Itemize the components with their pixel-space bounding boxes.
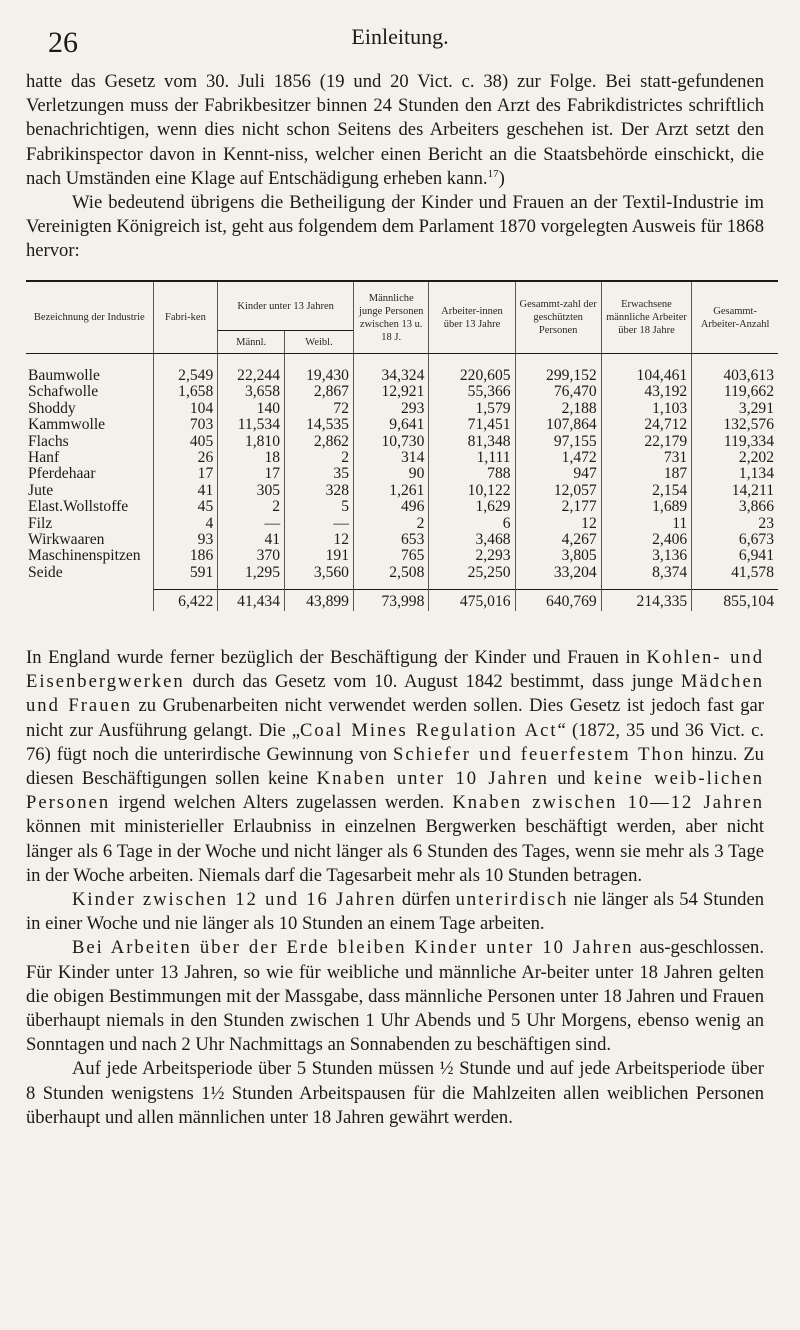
paragraph-text: hatte das Gesetz vom 30. Juli 1856 (19 und 20 Vict. c. 38) zur Folge. Bei statt-gefundenen Verletzungen muss der Fabrikbesitzer binnen 24 Stunden den Arzt des Fabrikdistrictes schriftlich benachrichtigen, wenn dies nicht schon Seitens des Arbeiters geschehen ist. Der Arzt setzt den Fabrikinspector davon in Kennt-niss, welcher einen Bericht an die Staatsbehörde einschickt, die nach Umständen eine Klage auf Entschädigung erheben kann. — [26, 71, 764, 189]
table-cell: 14,535 — [285, 417, 354, 433]
industry-name: Shoddy — [28, 399, 76, 417]
table-body — [26, 354, 778, 590]
table-cell: 2,867 — [285, 384, 354, 400]
totals-row — [26, 590, 778, 611]
total-cell: 640,769 — [515, 590, 601, 611]
table-cell: 403,613 — [692, 354, 778, 385]
table-cell: 41,578 — [692, 565, 778, 590]
table-row — [26, 434, 778, 450]
paragraph-text: dürfen — [396, 889, 456, 911]
paragraph — [26, 888, 764, 936]
table-cell: 18 — [218, 450, 285, 466]
table-cell: 2,154 — [601, 483, 691, 499]
table-cell: 55,366 — [429, 384, 515, 400]
footnote-ref: 17 — [487, 167, 499, 180]
industry-name: Kammwolle — [28, 416, 106, 434]
table-cell: 1,658 — [153, 384, 218, 400]
table-cell: 653 — [353, 532, 428, 548]
emphasis: Knaben unter 10 Jahren — [316, 768, 549, 790]
table-cell: 2,549 — [153, 354, 218, 385]
table-cell: 4,267 — [515, 532, 601, 548]
table-cell: 104 — [153, 401, 218, 417]
emphasis: Knaben zwischen 10—12 Jahren — [452, 792, 764, 814]
table-cell: 947 — [515, 466, 601, 482]
industry-name: Flachs — [28, 432, 69, 450]
col-header-industrie: Bezeichnung der Industrie — [26, 281, 153, 354]
col-header-erwachsene: Erwachsene männliche Arbeiter über 18 Jahre — [601, 281, 691, 354]
table-row — [26, 499, 778, 515]
page-number: 26 — [48, 26, 78, 59]
col-header-kinder-maennl: Männl. — [218, 331, 285, 354]
paragraph-text: zu Grubenarbeiten nicht verwendet werden sollen. Dies Gesetz ist jedoch fast gar nicht zur Ausführung gelangt. Die „ — [26, 695, 764, 741]
table-cell: 2,177 — [515, 499, 601, 515]
industry-name: Jute — [28, 481, 54, 499]
paragraph-text: irgend welchen Alters zugelassen werden. — [110, 792, 453, 814]
table-cell: 187 — [601, 466, 691, 482]
table-cell: 26 — [153, 450, 218, 466]
table-cell: 17 — [153, 466, 218, 482]
table-row — [26, 401, 778, 417]
table-cell: 132,576 — [692, 417, 778, 433]
table-cell: 1,103 — [601, 401, 691, 417]
table-cell: 788 — [429, 466, 515, 482]
table-cell: 305 — [218, 483, 285, 499]
table-cell: 76,470 — [515, 384, 601, 400]
industry-name: Wirkwaaren — [28, 531, 105, 549]
table-cell: 24,712 — [601, 417, 691, 433]
table-cell: 3,805 — [515, 548, 601, 564]
paragraph-text: aus-geschlossen. Für Kinder unter 13 Jahren, so wie für weibliche und männliche Ar-beiter unter 18 Jahren gelten die obigen Bestimmungen mit der Massgabe, dass männliche Personen unter 18 Jahren und Frauen überhaupt niemals in den Stunden zwischen 1 Uhr Abends und 5 Uhr Morgens, ebenso wenig an Sonntagen und nach 2 Uhr Nachmittags an Sonnabenden zu beschäftigen sind. — [26, 937, 764, 1056]
table-cell: 22,244 — [218, 354, 285, 385]
col-header-kinder-weibl: Weibl. — [285, 331, 354, 354]
table-cell: 119,334 — [692, 434, 778, 450]
table-cell: 41 — [153, 483, 218, 499]
table-cell: 703 — [153, 417, 218, 433]
paragraph-text: In England wurde ferner bezüglich der Beschäftigung der Kinder und Frauen in — [26, 647, 647, 668]
table-cell: 140 — [218, 401, 285, 417]
total-cell: 475,016 — [429, 590, 515, 611]
table-cell: 765 — [353, 548, 428, 564]
table-cell: 97,155 — [515, 434, 601, 450]
table-row — [26, 354, 778, 385]
table-cell: 328 — [285, 483, 354, 499]
table-cell: 3,291 — [692, 401, 778, 417]
industry-name: Maschinenspitzen — [28, 547, 141, 565]
paragraph — [26, 70, 764, 191]
emphasis: Kinder zwischen 12 und 16 Jahren — [72, 889, 397, 911]
table-cell: 10,730 — [353, 434, 428, 450]
table-cell: 11 — [601, 516, 691, 532]
table-cell: 43,192 — [601, 384, 691, 400]
total-cell: 43,899 — [285, 590, 354, 611]
table-cell: 8,374 — [601, 565, 691, 590]
paragraph — [26, 646, 764, 888]
table-cell: 23 — [692, 516, 778, 532]
table-cell: 1,629 — [429, 499, 515, 515]
table-cell: 6 — [429, 516, 515, 532]
table-cell: — — [218, 516, 285, 532]
table-row — [26, 516, 778, 532]
paragraph-text: können mit ministerieller Erlaubniss in einzelnen Bergwerken beschäftigt werden, aber nicht länger als 6 Tage in der Woche und nicht länger als 6 Stunden des Tages, wenn sie mehr als 3 Tage in der Woche arbeiten. Niemals darf die Tagesarbeit mehr als 10 Stunden betragen. — [26, 816, 764, 886]
table-cell: 12,921 — [353, 384, 428, 400]
table-cell: 731 — [601, 450, 691, 466]
col-header-arbeiterinnen: Arbeiter-innen über 13 Jahre — [429, 281, 515, 354]
table-cell: 405 — [153, 434, 218, 450]
table-row — [26, 417, 778, 433]
total-cell: 41,434 — [218, 590, 285, 611]
table-cell: 2,293 — [429, 548, 515, 564]
paragraph: Auf jede Arbeitsperiode über 5 Stunden müssen ½ Stunde und auf jede Arbeitsperiode über 8 Stunden wenigstens 1½ Stunden Arbeitspausen für die Mahlzeiten allen weiblichen Personen überhaupt und allen männlichen unter 18 Jahren gewährt werden. — [26, 1058, 764, 1128]
industry-name: Hanf — [28, 449, 60, 467]
table-cell: 1,472 — [515, 450, 601, 466]
running-title: Einleitung. — [351, 24, 449, 49]
table-cell: 3,468 — [429, 532, 515, 548]
table-header-row — [26, 281, 778, 331]
intro-text — [26, 70, 764, 264]
table-cell: 2,406 — [601, 532, 691, 548]
table-cell: 10,122 — [429, 483, 515, 499]
table-cell: 81,348 — [429, 434, 515, 450]
total-cell: 73,998 — [353, 590, 428, 611]
table-cell: 2,508 — [353, 565, 428, 590]
total-cell: 214,335 — [601, 590, 691, 611]
table-cell: 314 — [353, 450, 428, 466]
table-cell: 12,057 — [515, 483, 601, 499]
table-cell: 5 — [285, 499, 354, 515]
table-cell: 35 — [285, 466, 354, 482]
col-header-geschuetzte: Gesammt-zahl der geschützten Personen — [515, 281, 601, 354]
table-cell: 25,250 — [429, 565, 515, 590]
statistics-table — [26, 280, 778, 611]
table-cell: 71,451 — [429, 417, 515, 433]
running-head — [0, 22, 800, 62]
col-header-maennliche-junge: Männliche junge Personen zwischen 13 u. 18 J. — [353, 281, 428, 354]
table-cell: 1,111 — [429, 450, 515, 466]
industry-name: Seide — [28, 564, 63, 582]
emphasis: Coal Mines Regulation Act — [300, 719, 558, 741]
table-row — [26, 384, 778, 400]
table-cell: 1,689 — [601, 499, 691, 515]
table-cell: 22,179 — [601, 434, 691, 450]
emphasis: unterirdisch — [455, 889, 569, 911]
table-cell: 220,605 — [429, 354, 515, 385]
table-row — [26, 565, 778, 590]
table-cell: 186 — [153, 548, 218, 564]
paragraph-text: durch das Gesetz vom 10. August 1842 bestimmt, dass junge — [184, 671, 681, 693]
table-cell: 3,560 — [285, 565, 354, 590]
table-cell: 12 — [285, 532, 354, 548]
industry-name: Pferdehaar — [28, 465, 96, 483]
table-row — [26, 466, 778, 482]
table-cell: 104,461 — [601, 354, 691, 385]
table-cell: 72 — [285, 401, 354, 417]
table-cell: 370 — [218, 548, 285, 564]
table-cell: 1,295 — [218, 565, 285, 590]
table-cell: 191 — [285, 548, 354, 564]
table-cell: 2,188 — [515, 401, 601, 417]
emphasis: Bei Arbeiten über der Erde bleiben Kinder unter 10 Jahren — [72, 937, 634, 959]
table-cell: 1,134 — [692, 466, 778, 482]
table-cell: 107,864 — [515, 417, 601, 433]
table-cell: 12 — [515, 516, 601, 532]
emphasis: Schiefer und feuerfestem Thon — [393, 743, 686, 765]
table-row — [26, 548, 778, 564]
table-cell: 1,261 — [353, 483, 428, 499]
emphasis: keine weib-lichen Personen — [26, 768, 765, 814]
industry-name: Schafwolle — [28, 383, 99, 401]
table-cell: 6,673 — [692, 532, 778, 548]
table-cell: — — [285, 516, 354, 532]
paragraph-text: und — [548, 768, 594, 790]
table-cell: 2 — [285, 450, 354, 466]
table-cell: 34,324 — [353, 354, 428, 385]
totals-label — [26, 590, 153, 611]
table-cell: 3,866 — [692, 499, 778, 515]
table-cell: 19,430 — [285, 354, 354, 385]
table-cell: 496 — [353, 499, 428, 515]
industry-name: Filz — [28, 514, 53, 532]
table-cell: 293 — [353, 401, 428, 417]
col-header-gesamt: Gesammt-Arbeiter-Anzahl — [692, 281, 778, 354]
table-cell: 17 — [218, 466, 285, 482]
table-cell: 11,534 — [218, 417, 285, 433]
table-cell: 591 — [153, 565, 218, 590]
emphasis: Kohlen- und Eisenbergwerken — [26, 647, 764, 693]
emphasis: Mädchen und Frauen — [26, 671, 764, 717]
table-row — [26, 450, 778, 466]
paragraph-text: ) — [498, 167, 505, 189]
table-row — [26, 483, 778, 499]
table-row — [26, 532, 778, 548]
paragraph-text: nie länger als 54 Stunden in einer Woche und nie länger als 10 Stunden an einem Tage arbeiten. — [26, 889, 764, 935]
table-cell: 45 — [153, 499, 218, 515]
table-cell: 9,641 — [353, 417, 428, 433]
paragraph: Wie bedeutend übrigens die Betheiligung der Kinder und Frauen an der Textil-Industrie im Vereinigten Königreich ist, geht aus folgendem dem Parlament 1870 vorgelegten Ausweis für 1868 hervor: — [26, 192, 764, 262]
table-cell: 3,658 — [218, 384, 285, 400]
total-cell: 855,104 — [692, 590, 778, 611]
paragraph-text: “ (1872, 35 und 36 Vict. c. 76) fügt noch die unterirdische Gewinnung von — [26, 719, 764, 765]
paragraph-text: hinzu. Zu diesen Beschäftigungen sollen keine — [26, 743, 764, 790]
table-cell: 299,152 — [515, 354, 601, 385]
table-cell: 2 — [353, 516, 428, 532]
table-cell: 41 — [218, 532, 285, 548]
table-cell: 2 — [218, 499, 285, 515]
table-cell: 4 — [153, 516, 218, 532]
table-cell: 6,941 — [692, 548, 778, 564]
table-cell: 2,202 — [692, 450, 778, 466]
table-cell: 2,862 — [285, 434, 354, 450]
paragraph — [26, 936, 764, 1057]
industry-name: Baumwolle — [28, 367, 100, 384]
table-cell: 1,810 — [218, 434, 285, 450]
table-cell: 3,136 — [601, 548, 691, 564]
table-cell: 93 — [153, 532, 218, 548]
industry-name: Elast.Wollstoffe — [28, 498, 129, 516]
col-header-kinder: Kinder unter 13 Jahren — [218, 281, 354, 331]
total-cell: 6,422 — [153, 590, 218, 611]
body-text — [26, 646, 764, 1130]
table-cell: 90 — [353, 466, 428, 482]
table-cell: 33,204 — [515, 565, 601, 590]
col-header-fabriken: Fabri-ken — [153, 281, 218, 354]
table-cell: 119,662 — [692, 384, 778, 400]
table-cell: 1,579 — [429, 401, 515, 417]
table-cell: 14,211 — [692, 483, 778, 499]
